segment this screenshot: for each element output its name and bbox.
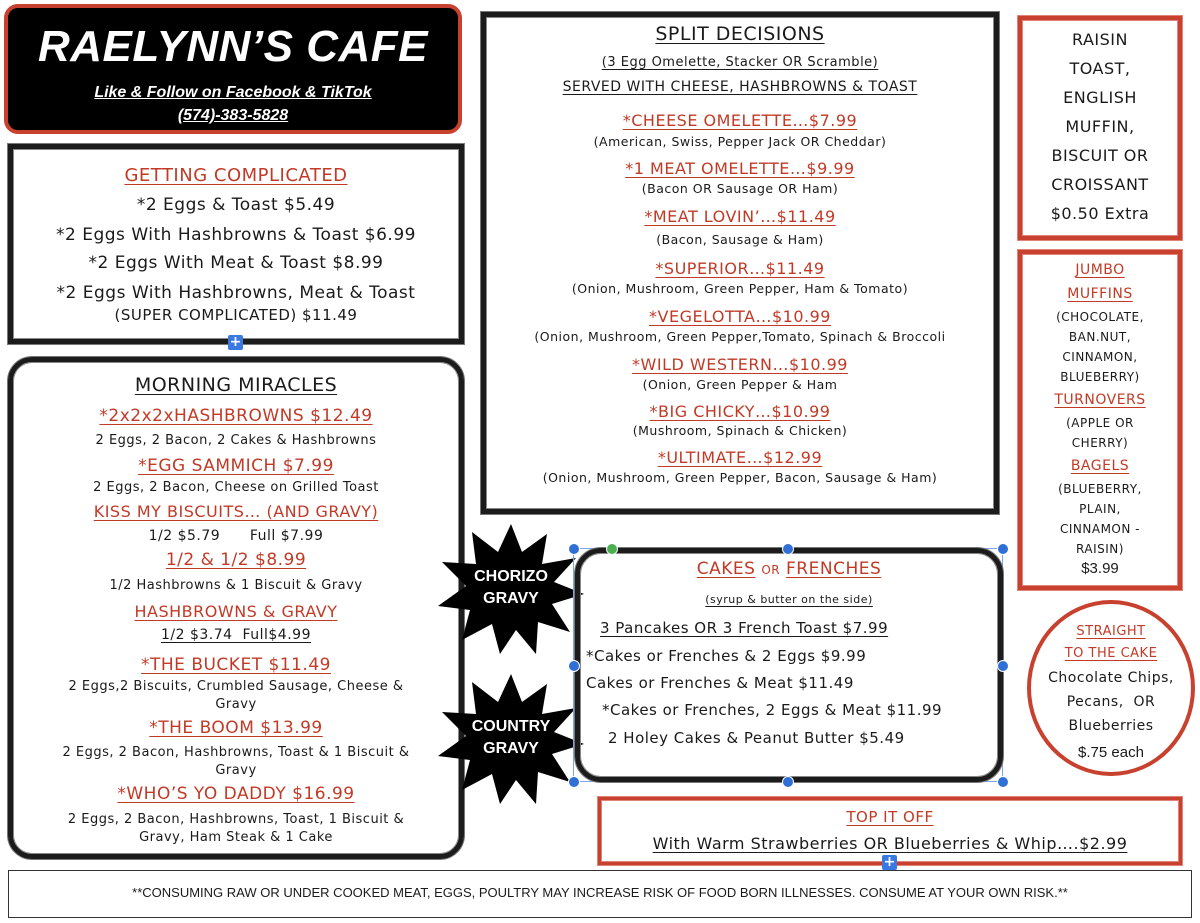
menu-item: Cakes or Frenches & Meat $11.49 [586, 674, 854, 692]
bakery-flavor: BAN.NUT, [1068, 330, 1132, 344]
item-name: *WHO’S YO DADDY $16.99 [117, 784, 355, 804]
bakery-flavor: CINNAMON - [1060, 522, 1140, 536]
cakes-frenches-section [575, 548, 1003, 782]
section-heading: GETTING COMPLICATED [124, 165, 348, 186]
bakery-price: $3.99 [1081, 560, 1119, 577]
bakery-heading: MUFFINS [1067, 286, 1133, 302]
toast-line: CROISSANT [1051, 175, 1149, 194]
social-line[interactable]: Like & Follow on Facebook & TikTok [94, 84, 372, 101]
chorizo-gravy-badge [436, 522, 586, 656]
section-heading: MORNING MIRACLES [134, 374, 338, 396]
resize-handle[interactable] [997, 543, 1009, 555]
resize-handle[interactable] [997, 776, 1009, 788]
item-desc: Gravy [215, 697, 257, 712]
item-name: *1 MEAT OMELETTE…$9.99 [625, 159, 855, 178]
item-name: *VEGELOTTA…$10.99 [649, 307, 831, 326]
item-desc: (Onion, Mushroom, Green Pepper,Tomato, Spinach & Broccoli [534, 329, 946, 344]
item-desc: 2 Eggs, 2 Bacon, Cheese on Grilled Toast [93, 480, 379, 495]
item-desc: (American, Swiss, Pepper Jack OR Cheddar) [593, 134, 887, 149]
resize-handle[interactable] [997, 660, 1009, 672]
section-subheading: SERVED WITH CHEESE, HASHBROWNS & TOAST [562, 79, 918, 95]
item-desc: (Onion, Mushroom, Green Pepper, Bacon, Sausage & Ham) [542, 470, 938, 485]
resize-handle[interactable] [782, 776, 794, 788]
disclaimer-box [8, 870, 1192, 918]
item-desc: Gravy [215, 763, 257, 778]
badge-line: COUNTRY [471, 718, 551, 735]
menu-item: *2 Eggs & Toast $5.49 [136, 195, 336, 215]
item-name: *CHEESE OMELETTE…$7.99 [622, 111, 858, 130]
menu-item: *Cakes or Frenches & 2 Eggs $9.99 [586, 647, 867, 665]
bakery-flavor: RAISIN) [1076, 542, 1124, 556]
bakery-heading: BAGELS [1070, 458, 1130, 474]
toast-options-box [1018, 16, 1182, 240]
item-name: 1/2 & 1/2 $8.99 [165, 550, 307, 570]
circle-heading: TO THE CAKE [1064, 646, 1158, 661]
bakery-flavor: BLUEBERRY) [1060, 370, 1140, 384]
cafe-title: RAELYNN’S CAFE [38, 22, 428, 71]
toast-line: ENGLISH [1063, 88, 1137, 107]
item-name: *THE BUCKET $11.49 [141, 655, 331, 675]
circle-text: Pecans, OR [1066, 694, 1156, 710]
bakery-flavor: (CHOCOLATE, [1056, 310, 1144, 324]
circle-text: Blueberries [1068, 718, 1154, 734]
section-note: (syrup & butter on the side) [705, 593, 873, 606]
item-name: *2x2x2xHASHBROWNS $12.49 [99, 406, 373, 426]
item-desc: 1/2 Hashbrowns & 1 Biscuit & Gravy [109, 578, 363, 593]
morning-miracles-section [8, 357, 464, 859]
section-subheading: (3 Egg Omelette, Stacker OR Scramble) [601, 55, 879, 70]
toast-line: TOAST, [1069, 59, 1131, 78]
item-desc: 1/2 $5.79 Full $7.99 [148, 528, 324, 544]
item-desc: (Bacon OR Sausage OR Ham) [641, 181, 839, 196]
resize-handle[interactable] [568, 660, 580, 672]
menu-item: With Warm Strawberries OR Blueberries & Whip….$2.99 [652, 834, 1128, 853]
item-desc: Gravy, Ham Steak & 1 Cake [139, 830, 333, 845]
badge-line: GRAVY [483, 590, 539, 607]
item-desc: 2 Eggs, 2 Bacon, Hashbrowns, Toast, 1 Biscuit & [67, 812, 405, 827]
item-name: KISS MY BISCUITS… (AND GRAVY) [93, 502, 379, 521]
resize-handle[interactable] [782, 543, 794, 555]
menu-item: *2 Eggs With Hashbrowns & Toast $6.99 [56, 225, 416, 245]
straight-to-cake-circle [1027, 600, 1195, 776]
menu-item: (SUPER COMPLICATED) $11.49 [114, 306, 358, 324]
getting-complicated-section [8, 144, 464, 344]
item-name: HASHBROWNS & GRAVY [134, 602, 338, 621]
item-name: *WILD WESTERN…$10.99 [632, 355, 848, 374]
add-icon[interactable]: + [229, 334, 242, 350]
circle-text: Chocolate Chips, [1048, 670, 1174, 686]
add-icon[interactable]: + [883, 854, 896, 870]
cafe-header [4, 4, 462, 134]
menu-item: *Cakes or Frenches, 2 Eggs & Meat $11.99 [602, 701, 943, 719]
heading-part: OR [761, 563, 781, 577]
rotate-handle[interactable] [606, 543, 618, 555]
bakery-heading: TURNOVERS [1054, 392, 1146, 408]
bakery-flavor: (APPLE OR [1066, 416, 1134, 430]
heading-part: CAKES [696, 559, 756, 579]
section-heading [580, 559, 998, 579]
country-gravy-badge [436, 672, 586, 806]
item-name: *SUPERIOR…$11.49 [655, 259, 825, 278]
toast-price: $0.50 Extra [1050, 204, 1150, 223]
bakery-flavor: CHERRY) [1071, 436, 1129, 450]
split-decisions-section [481, 12, 999, 514]
menu-item: 2 Holey Cakes & Peanut Butter $5.49 [608, 729, 905, 747]
badge-line: GRAVY [483, 740, 539, 757]
toast-line: BISCUIT OR [1051, 146, 1149, 165]
bakery-flavor: CINNAMON, [1062, 350, 1138, 364]
item-desc: 2 Eggs,2 Biscuits, Crumbled Sausage, Cheese & [68, 679, 404, 694]
item-desc: (Bacon, Sausage & Ham) [656, 232, 824, 247]
item-desc: (Onion, Mushroom, Green Pepper, Ham & Tomato) [571, 281, 909, 296]
bakery-heading: JUMBO [1075, 262, 1125, 278]
menu-item: *2 Eggs With Hashbrowns, Meat & Toast [56, 283, 416, 303]
resize-handle[interactable] [568, 543, 580, 555]
bakery-flavor: (BLUEBERRY, [1058, 482, 1142, 496]
section-heading: TOP IT OFF [846, 808, 934, 826]
bakery-flavor: PLAIN, [1079, 502, 1121, 516]
heading-part: FRENCHES [786, 559, 882, 579]
item-name: *THE BOOM $13.99 [149, 718, 323, 738]
toast-line: RAISIN [1072, 30, 1128, 49]
circle-price: $.75 each [1078, 744, 1144, 761]
circle-heading: STRAIGHT [1076, 624, 1146, 639]
menu-item: 3 Pancakes OR 3 French Toast $7.99 [600, 619, 889, 637]
menu-item: *2 Eggs With Meat & Toast $8.99 [88, 253, 384, 273]
item-desc: 2 Eggs, 2 Bacon, Hashbrowns, Toast & 1 Biscuit & [62, 745, 410, 760]
item-desc: 1/2 $3.74 Full$4.99 [161, 627, 311, 643]
badge-line: CHORIZO [474, 568, 548, 585]
starburst-shape [436, 522, 586, 656]
disclaimer-text: **CONSUMING RAW OR UNDER COOKED MEAT, EGGS, POULTRY MAY INCREASE RISK OF FOOD BORN ILLNESSES. CONSUME AT YOUR OWN RISK.** [132, 885, 1068, 900]
starburst-shape [436, 672, 586, 806]
item-desc: (Onion, Green Pepper & Ham [642, 377, 838, 392]
item-name: *ULTIMATE…$12.99 [657, 448, 823, 467]
item-desc: (Mushroom, Spinach & Chicken) [632, 423, 848, 438]
toast-line: MUFFIN, [1065, 117, 1135, 136]
item-name: *EGG SAMMICH $7.99 [138, 456, 334, 476]
item-name: *MEAT LOVIN’…$11.49 [644, 207, 836, 226]
section-heading: SPLIT DECISIONS [655, 23, 825, 45]
bakery-box [1018, 250, 1182, 590]
item-name: *BIG CHICKY…$10.99 [649, 402, 831, 421]
item-desc: 2 Eggs, 2 Bacon, 2 Cakes & Hashbrowns [95, 433, 377, 448]
resize-handle[interactable] [568, 776, 580, 788]
phone-number[interactable]: (574)-383-5828 [177, 107, 289, 124]
